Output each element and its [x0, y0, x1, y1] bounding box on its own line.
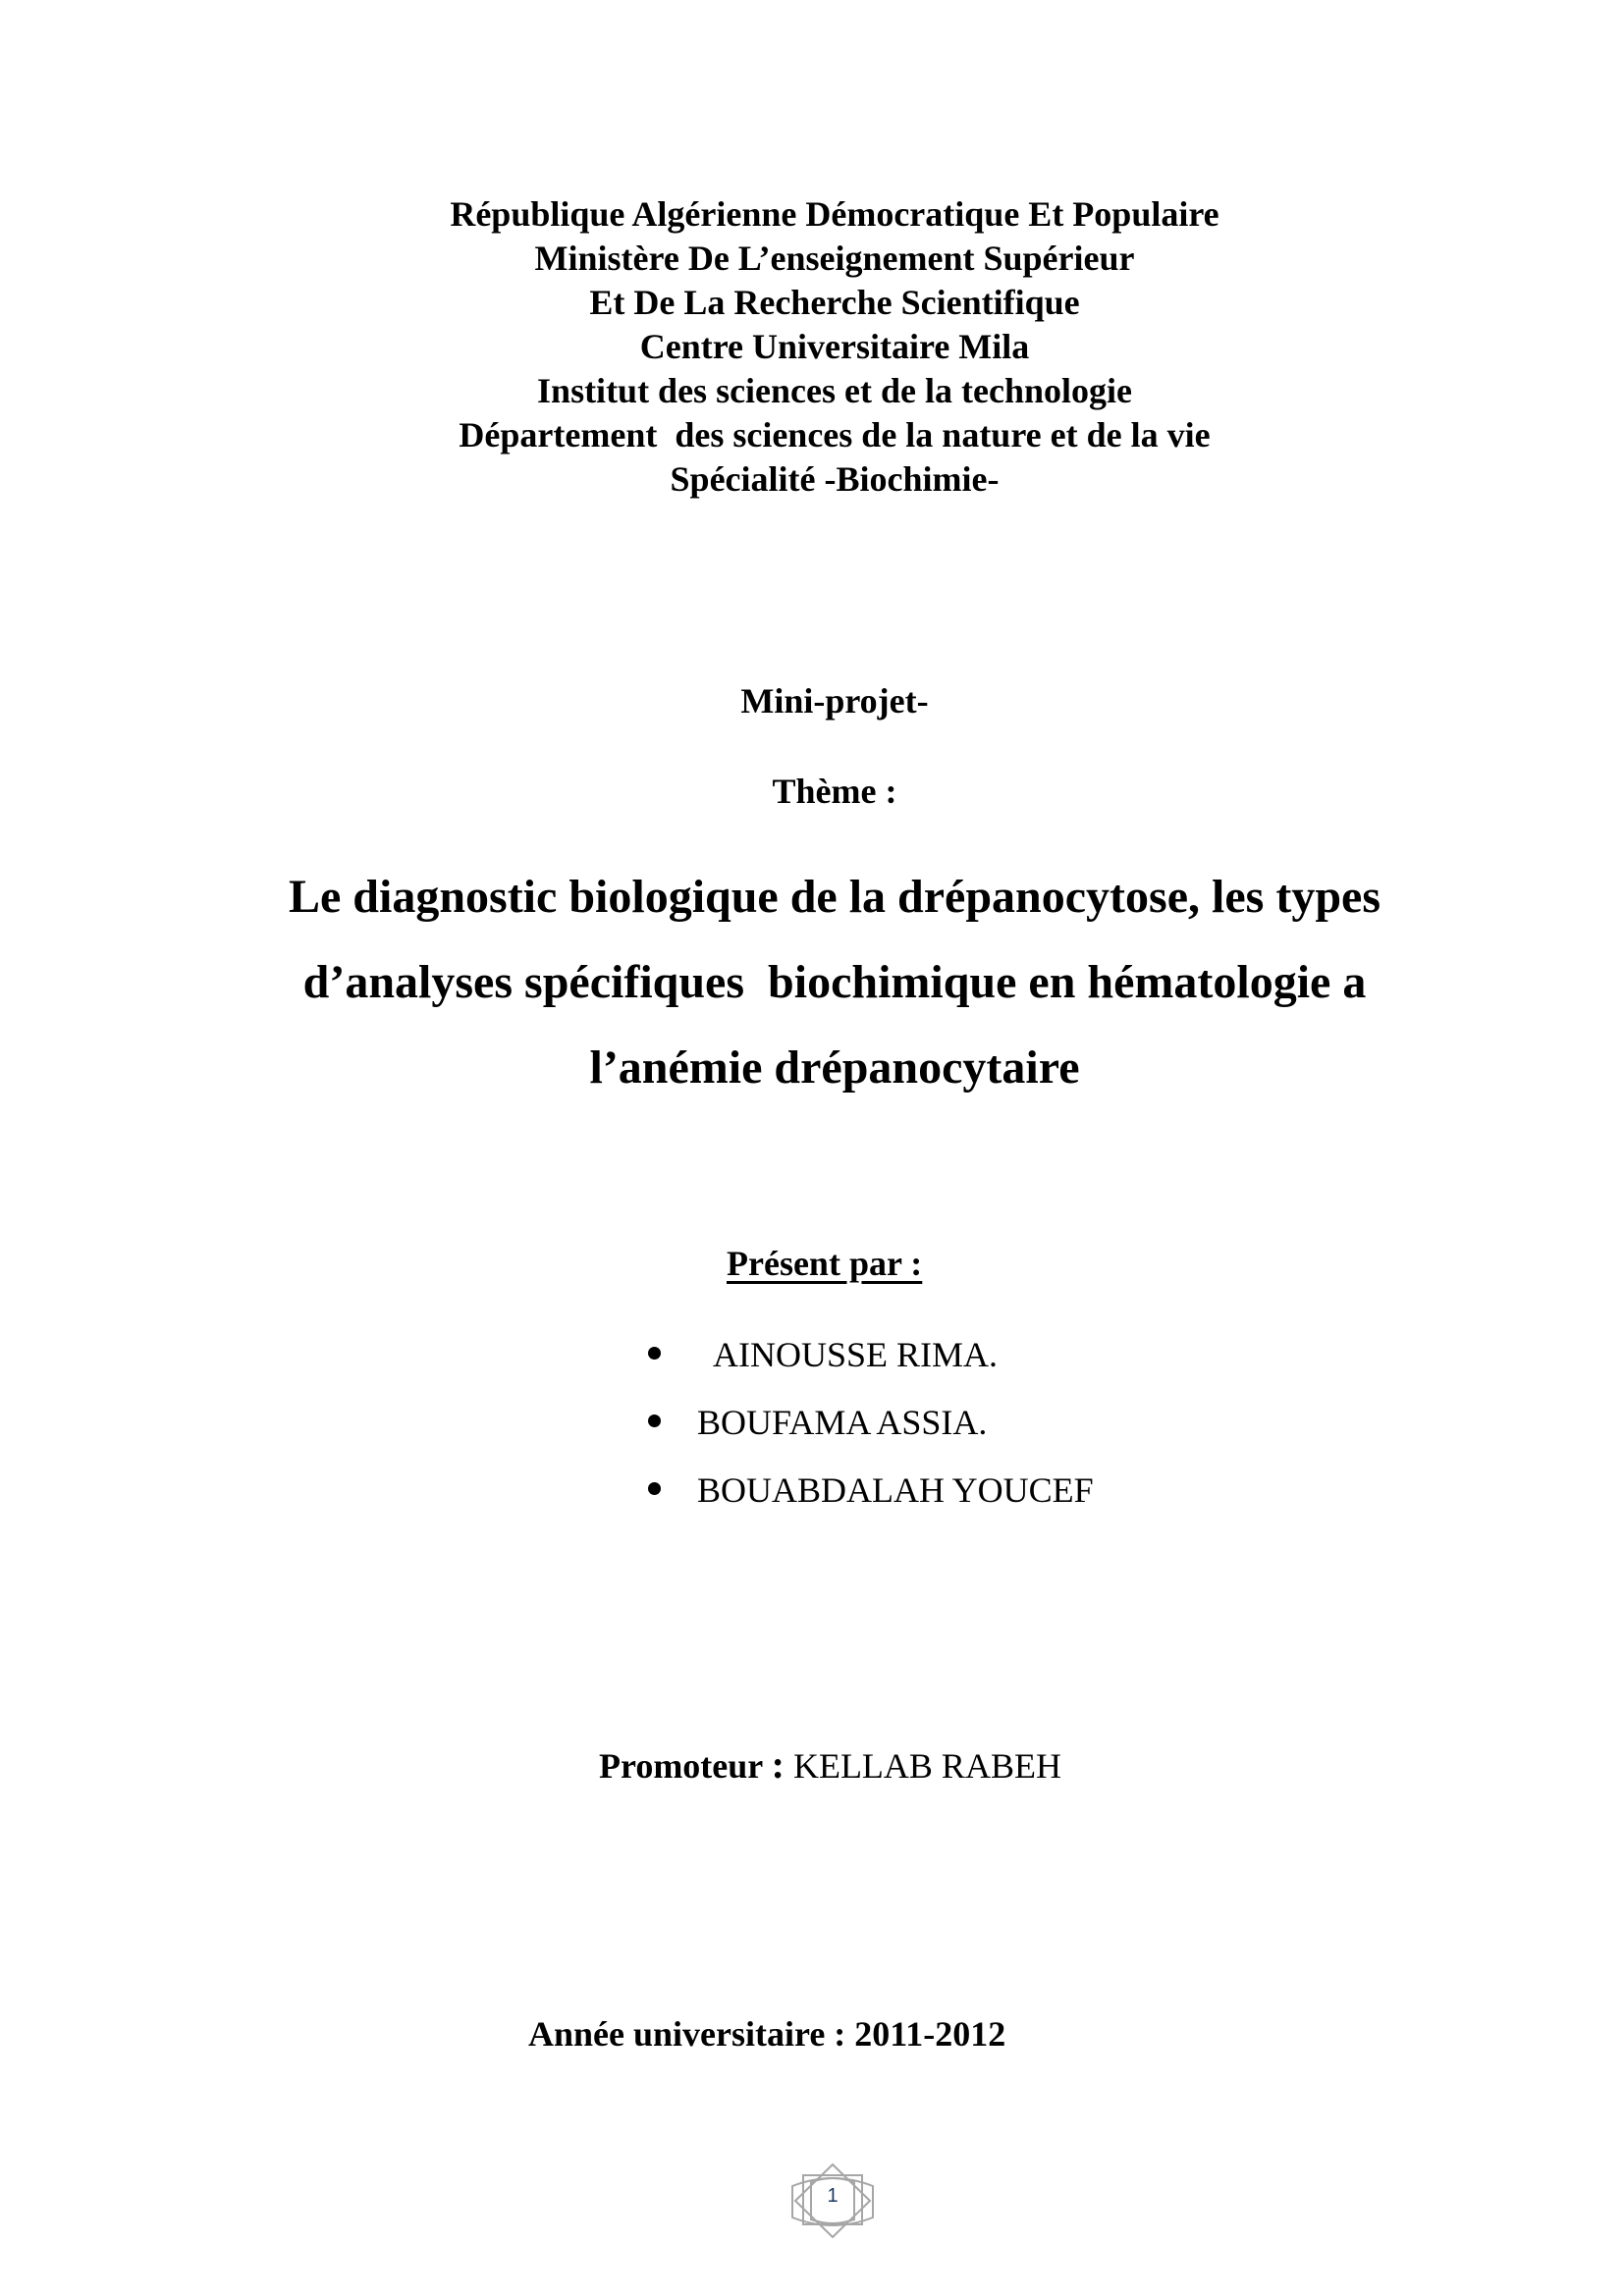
- header-line-specialty: Spécialité -Biochimie-: [670, 459, 1000, 499]
- supervisor-name: KELLAB RABEH: [784, 1746, 1061, 1786]
- author-list: [648, 1333, 1094, 1536]
- project-type-label: Mini-projet-: [740, 681, 929, 721]
- header-line-republic: République Algérienne Démocratique Et Populaire: [450, 194, 1219, 234]
- presented-by-label: Présent par :: [727, 1244, 923, 1283]
- document-title: [0, 854, 1624, 1110]
- bullet-icon: [648, 1482, 661, 1495]
- title-line-1: Le diagnostic biologique de la drépanocytose, les types: [288, 871, 1381, 923]
- header-line-institute: Institut des sciences et de la technologie: [537, 371, 1132, 410]
- header-line-ministry: Ministère De L’enseignement Supérieur: [534, 239, 1135, 278]
- author-name: BOUFAMA ASSIA.: [697, 1403, 988, 1442]
- author-name: AINOUSSE RIMA.: [697, 1335, 999, 1374]
- institution-header: [0, 192, 1624, 502]
- page-number-badge: [791, 2163, 874, 2239]
- list-item: [648, 1468, 1094, 1536]
- supervisor-colon: :: [771, 1742, 785, 1787]
- title-line-2: d’analyses spécifiques biochimique en hématologie a: [302, 956, 1367, 1008]
- academic-year: Année universitaire : 2011-2012: [528, 2014, 1006, 2054]
- author-name: BOUABDALAH YOUCEF: [697, 1470, 1094, 1510]
- theme-label: Thème :: [772, 772, 897, 811]
- supervisor-line: [581, 1700, 1061, 1788]
- header-line-department: Département des sciences de la nature et de la vie: [459, 415, 1211, 454]
- page-number: 1: [827, 2185, 839, 2207]
- bullet-icon: [648, 1415, 661, 1427]
- header-line-research: Et De La Recherche Scientifique: [589, 283, 1080, 322]
- bullet-icon: [648, 1347, 661, 1360]
- title-line-3: l’anémie drépanocytaire: [589, 1041, 1080, 1094]
- header-line-university: Centre Universitaire Mila: [639, 327, 1030, 366]
- list-item: [648, 1401, 988, 1468]
- list-item: [648, 1333, 999, 1401]
- supervisor-label: Promoteur: [599, 1746, 772, 1786]
